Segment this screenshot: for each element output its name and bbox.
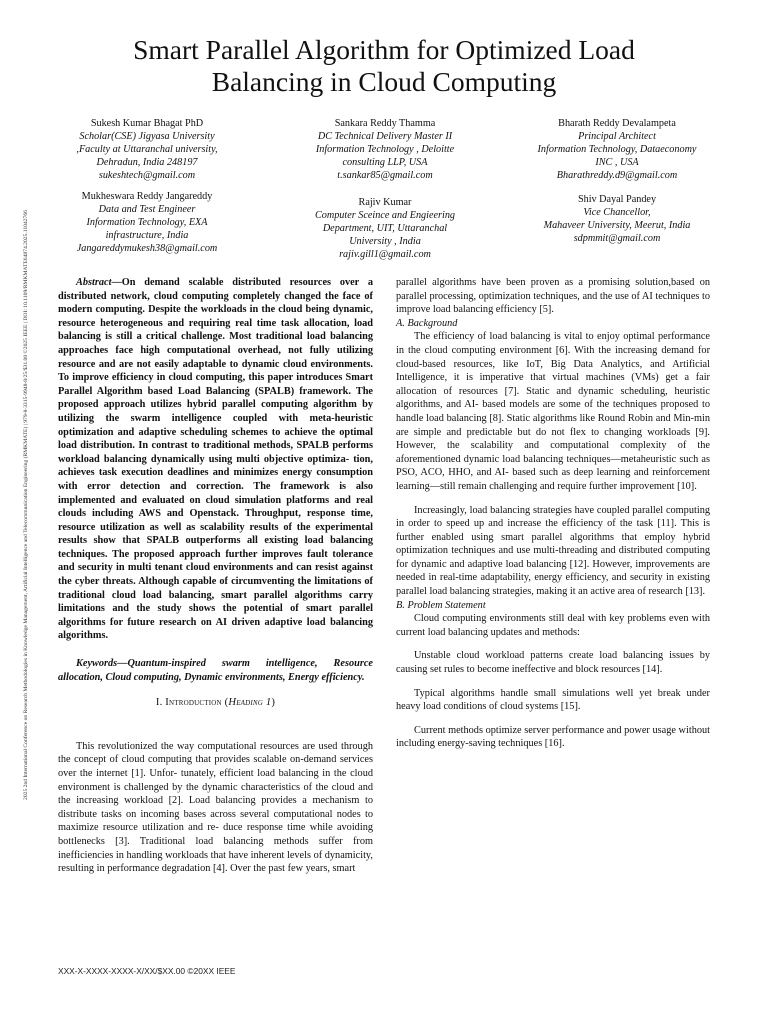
abstract-text: —On demand scalable distributed resources over a distributed network, cloud computing completely changed the face of modern computing. Despite the workloads in the cloud being dynamic, resource heterogeneous and requiring real time task allocation, load balancing is still a critical challenge. Most traditional load balancing approaches face high computational overhead, not fully utilizing resource and are not easily adaptable to dynamic cloud environments. To improve efficiency in cloud computing, this paper introduces Smart Parallel Algorithm based Load Balancing (SPALB) framework. The proposed approach utilizes hybrid parallel computing algorithm by utilizing the swarm intelligence coupled with meta-heuristic optimization and adaptive scheduling schemes to achieve the optimal load distribution. In contrast to traditional methods, SPALB performs workload balancing dynamically using multi objective optimiza- tion, achieves task execution deadlines and minimizes energy consumption with error detection and correction. The framework is also implemented and evaluated on cloud simulation platforms and real clouds including AWS and Openstack. Throughput, response time, resource utilization as well as scalability results of the experimental results show that SPALB outperforms all existing load balancing techniques. The proposed approach further improves fault tolerance and security in multi tenant cloud environments and can resist against the cyber threats. Although capable of circumventing the limitations of traditional cloud load balancing, smart parallel algorithms carry limitations and the study shows the potential of smart parallel algorithms for future research on AI driven adaptive load balancing algorithms.: [58, 277, 373, 642]
problem-paragraph-4: Current methods optimize server performance and power usage without including energy-saving techniques [16].: [396, 724, 710, 750]
author-block-2: [280, 117, 490, 182]
left-column: [58, 276, 373, 876]
intro-paragraph: This revolutionized the way computational resources are used through the concept of cloud computing that provides scalable on-demand services over the internet [1]. Unfor- tunately, efficient load balancing in the cloud environment is challenged by the dynamic characteristics of the cloud and the increasing workload [2]. Load balancing provides a mechanism to distribute tasks on incoming bases across several computational nodes to maximize resource utilization and re- duce response time while avoiding bottlenecks [3]. Traditional load balancing methods suffer from inefficiencies in handling workloads that have inherent levels of dynamicity, resulting in performance degradation [4]. Over the past few years, smart: [58, 740, 373, 875]
author-email: rajiv.gill1@gmail.com: [339, 249, 431, 260]
problem-paragraph-2: Unstable cloud workload patterns create load balancing issues by causing set rules to become ineffective and block resources [14].: [396, 650, 710, 676]
background-paragraph-2: Increasingly, load balancing strategies have coupled parallel computing in order to speed up and increase the efficiency of the task [11]. This is further enabled using smart parallel algorithms that employ hybrid optimization techniques and use multi-threading and distributed computing for dynamic and adaptive load balancing [12]. However, improvements are needed in real-time adaptability, energy efficiency, and security in existing parallel load balancing strategies, making it an active area of research [13].: [396, 504, 710, 598]
abstract-label: Abstract: [76, 277, 112, 288]
author-email: Bharathreddy.d9@gmail.com: [556, 170, 678, 181]
author-email: Jangareddymukesh38@gmail.com: [76, 243, 218, 254]
author-name: Sankara Reddy Thamma: [334, 118, 436, 129]
problem-paragraph-1: Cloud computing environments still deal with key problems even with current load balancing updates and methods:: [396, 613, 710, 638]
author-affiliation: Computer Sceince and Engieering: [314, 210, 456, 221]
paper-title: [70, 34, 698, 98]
problem-paragraph-3: Typical algorithms handle small simulations well yet break under heavy load conditions of cloud systems [15].: [396, 687, 710, 713]
copyright-sidebar: [14, 120, 29, 890]
author-block-4: [42, 190, 252, 255]
author-affiliation: Department, UIT, Uttaranchal: [322, 223, 448, 234]
author-affiliation: Information Technology, Dataeconomy: [537, 144, 697, 155]
background-paragraph-1: The efficiency of load balancing is vital to enjoy optimal performance in the cloud computing environment [6]. With the increasing demand for cloud-based resources, like IoT, Big Data Analytics, and Artificial Intelligence, it is imperative that virtual machines (VMs) get a fair allocation of resources [7]. Static and dynamic scheduling, heuristic algorithms, and AI- based models are some of the techniques proposed to handle load balancing [8]. Static algorithms like Round Robin and Min-min are simple and predictable but do not flex to changing workloads [9]. However, the scalability and computational complexity of the aforementioned dynamic load balancing techniques—metaheuristic such as PSO, ACO, HHO, and AI- based such as deep learning and reinforcement learning—still remain challenging and require further improvement [10].: [396, 331, 710, 492]
author-name: Mukheswara Reddy Jangareddy: [81, 191, 213, 202]
author-name: Sukesh Kumar Bhagat PhD: [90, 118, 204, 129]
author-affiliation: consulting LLP, USA: [342, 157, 428, 168]
author-block-5: [280, 196, 490, 261]
abstract: [58, 276, 373, 643]
author-affiliation: Scholar(CSE) Jigyasa University: [79, 131, 215, 142]
author-affiliation: DC Technical Delivery Master II: [317, 131, 453, 142]
author-name: Shiv Dayal Pandey: [577, 194, 657, 205]
right-column: [396, 276, 710, 751]
author-email: sukeshtech@gmail.com: [98, 170, 196, 181]
title-line-2: Balancing in Cloud Computing: [211, 66, 557, 97]
section-heading-problem: B. Problem Statement: [396, 599, 486, 611]
author-affiliation: ,Faculty at Uttaranchal university,: [76, 144, 218, 155]
continued-paragraph: parallel algorithms have been proven as a promising solution,based on parallel processing, optimization techniques, and the use of AI techniques to improve load balancing efficiency [5].: [396, 277, 710, 316]
author-affiliation: University , India: [349, 236, 421, 247]
author-name: Bharath Reddy Devalampeta: [558, 118, 676, 129]
author-name: Rajiv Kumar: [358, 197, 412, 208]
author-email: sdpmmit@gmail.com: [573, 233, 661, 244]
copyright-footer: XXX-X-XXXX-XXXX-X/XX/$XX.00 ©20XX IEEE: [58, 966, 236, 976]
sidebar-text: 2025 2nd International Conference on Research Methodologies in Knowledge Management, Artificial Intelligence and Telecommunication Engineering (RMKMATE) | 979-8-3315-9948-8/25/$31.00 ©2025 IEEE | DOI: 10.1109/RMKMATE64874.2025.11042766: [23, 210, 29, 800]
author-affiliation: infrastructure, India: [105, 230, 189, 241]
keywords: Keywords—Quantum-inspired swarm intelligence, Resource allocation, Cloud computing, Dynamic environments, Energy efficiency.: [58, 658, 373, 683]
author-affiliation: Dehradun, India 248197: [96, 157, 198, 168]
title-line-1: Smart Parallel Algorithm for Optimized Load: [133, 34, 635, 65]
section-heading-introduction: I. Introduction (Heading 1): [155, 697, 276, 709]
author-block-1: [42, 117, 252, 182]
author-affiliation: Data and Test Engineer: [98, 204, 196, 215]
author-affiliation: Vice Chancellor,: [583, 207, 651, 218]
author-affiliation: Information Technology , Deloitte: [315, 144, 455, 155]
section-heading-background: A. Background: [396, 317, 458, 329]
author-affiliation: Principal Architect: [578, 131, 656, 142]
author-affiliation: Mahaveer University, Meerut, India: [543, 220, 691, 231]
author-affiliation: INC , USA: [595, 157, 639, 168]
author-affiliation: Information Technology, EXA: [86, 217, 208, 228]
author-email: t.sankar85@gmail.com: [337, 170, 433, 181]
author-block-3: [512, 117, 722, 182]
author-block-6: [512, 193, 722, 245]
